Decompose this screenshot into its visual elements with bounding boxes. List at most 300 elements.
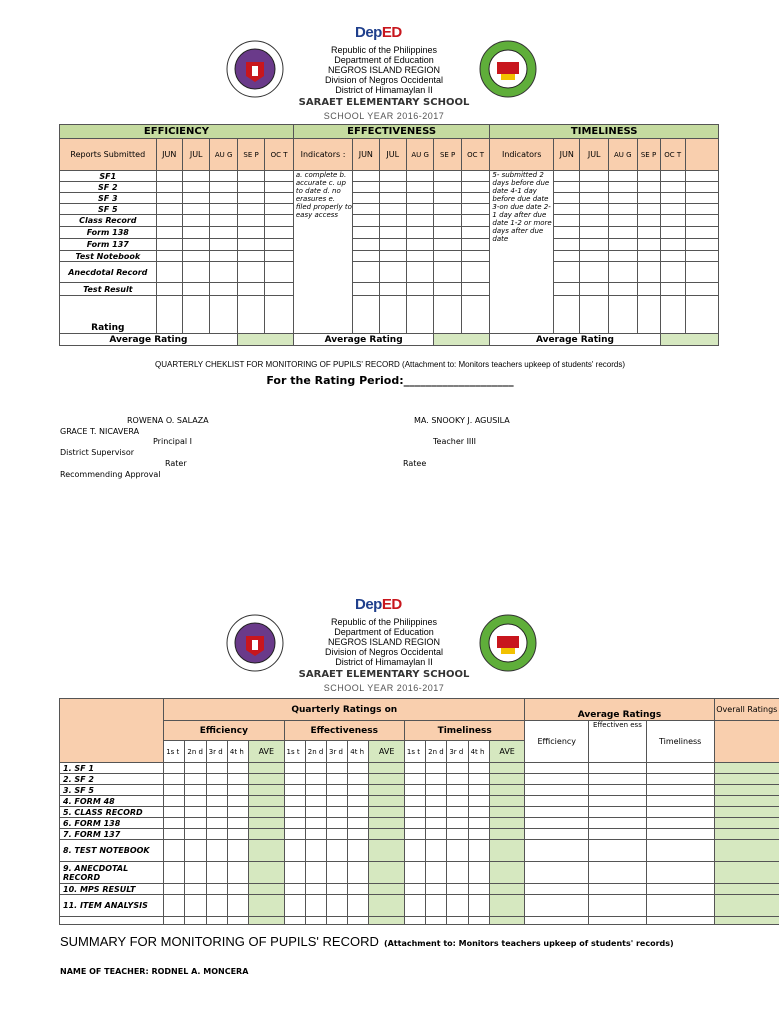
rating-cell[interactable]: [608, 262, 637, 283]
rating-cell[interactable]: [685, 283, 718, 296]
quarter-cell[interactable]: [164, 807, 185, 818]
rating-cell[interactable]: [608, 283, 637, 296]
rating-cell[interactable]: [434, 171, 461, 182]
rating-cell[interactable]: [554, 251, 580, 262]
rating-cell[interactable]: [237, 283, 264, 296]
rating-cell[interactable]: [660, 296, 685, 334]
rating-cell[interactable]: [685, 239, 718, 251]
quarter-cell[interactable]: [164, 884, 185, 895]
rating-cell[interactable]: [685, 215, 718, 227]
rating-cell[interactable]: [434, 251, 461, 262]
quarter-cell[interactable]: [206, 829, 227, 840]
rating-cell[interactable]: [608, 296, 637, 334]
rating-cell[interactable]: [353, 182, 379, 193]
avg-cell[interactable]: [589, 763, 647, 774]
ave-cell[interactable]: [369, 829, 404, 840]
rating-cell[interactable]: [580, 251, 609, 262]
quarter-cell[interactable]: [227, 796, 248, 807]
rating-cell[interactable]: [182, 296, 209, 334]
rating-cell[interactable]: [156, 171, 182, 182]
quarter-cell[interactable]: [327, 862, 348, 884]
rating-cell[interactable]: [379, 296, 406, 334]
quarter-cell[interactable]: [185, 862, 206, 884]
rating-cell[interactable]: [637, 171, 660, 182]
rating-cell[interactable]: [461, 251, 490, 262]
quarter-cell[interactable]: [348, 895, 369, 917]
rating-cell[interactable]: [237, 296, 264, 334]
rating-cell[interactable]: [379, 283, 406, 296]
ave-cell[interactable]: [369, 774, 404, 785]
ave-cell[interactable]: [369, 884, 404, 895]
quarter-cell[interactable]: [327, 796, 348, 807]
rating-cell[interactable]: [406, 182, 433, 193]
rating-cell[interactable]: [461, 193, 490, 204]
rating-cell[interactable]: [182, 215, 209, 227]
avg-cell[interactable]: [589, 796, 647, 807]
quarter-cell[interactable]: [327, 763, 348, 774]
rating-cell[interactable]: [156, 182, 182, 193]
rating-cell[interactable]: [554, 296, 580, 334]
avg-cell[interactable]: [525, 818, 589, 829]
quarter-cell[interactable]: [426, 763, 447, 774]
rating-cell[interactable]: [156, 204, 182, 215]
rating-cell[interactable]: [379, 227, 406, 239]
rating-cell[interactable]: [210, 239, 237, 251]
quarter-cell[interactable]: [404, 829, 425, 840]
rating-cell[interactable]: [637, 283, 660, 296]
overall-cell[interactable]: [714, 829, 779, 840]
avg-cell[interactable]: [646, 829, 714, 840]
rating-cell[interactable]: [406, 262, 433, 283]
avg-cell[interactable]: [646, 895, 714, 917]
quarter-cell[interactable]: [164, 895, 185, 917]
quarter-cell[interactable]: [305, 807, 326, 818]
avg-cell[interactable]: [525, 785, 589, 796]
rating-cell[interactable]: [434, 193, 461, 204]
avg-cell[interactable]: [525, 895, 589, 917]
quarter-cell[interactable]: [185, 785, 206, 796]
rating-cell[interactable]: [461, 171, 490, 182]
quarter-cell[interactable]: [348, 829, 369, 840]
ave-cell[interactable]: [489, 774, 525, 785]
quarter-cell[interactable]: [404, 840, 425, 862]
rating-cell[interactable]: [580, 239, 609, 251]
quarter-cell[interactable]: [305, 774, 326, 785]
quarter-cell[interactable]: [227, 763, 248, 774]
quarter-cell[interactable]: [185, 807, 206, 818]
rating-cell[interactable]: [554, 193, 580, 204]
avg-cell[interactable]: [589, 818, 647, 829]
rating-cell[interactable]: [660, 204, 685, 215]
quarter-cell[interactable]: [305, 796, 326, 807]
quarter-cell[interactable]: [227, 807, 248, 818]
quarter-cell[interactable]: [284, 796, 305, 807]
rating-cell[interactable]: [237, 182, 264, 193]
rating-cell[interactable]: [660, 251, 685, 262]
overall-cell[interactable]: [714, 840, 779, 862]
rating-cell[interactable]: [608, 251, 637, 262]
rating-cell[interactable]: [637, 182, 660, 193]
quarter-cell[interactable]: [185, 895, 206, 917]
rating-cell[interactable]: [379, 182, 406, 193]
quarter-cell[interactable]: [404, 774, 425, 785]
ave-cell[interactable]: [369, 763, 404, 774]
overall-cell[interactable]: [714, 862, 779, 884]
rating-cell[interactable]: [156, 239, 182, 251]
rating-cell[interactable]: [580, 215, 609, 227]
avg-cell[interactable]: [646, 763, 714, 774]
quarter-cell[interactable]: [206, 818, 227, 829]
avg-cell[interactable]: [646, 807, 714, 818]
rating-cell[interactable]: [434, 182, 461, 193]
rating-cell[interactable]: [637, 193, 660, 204]
quarter-cell[interactable]: [468, 840, 489, 862]
avg-cell[interactable]: [589, 840, 647, 862]
rating-cell[interactable]: [580, 283, 609, 296]
rating-cell[interactable]: [353, 215, 379, 227]
rating-cell[interactable]: [554, 182, 580, 193]
quarter-cell[interactable]: [404, 796, 425, 807]
rating-cell[interactable]: [660, 171, 685, 182]
rating-cell[interactable]: [406, 215, 433, 227]
quarter-cell[interactable]: [164, 840, 185, 862]
rating-cell[interactable]: [685, 204, 718, 215]
ave-cell[interactable]: [249, 763, 284, 774]
ave-cell[interactable]: [489, 807, 525, 818]
quarter-cell[interactable]: [348, 818, 369, 829]
quarter-cell[interactable]: [447, 796, 468, 807]
quarter-cell[interactable]: [447, 807, 468, 818]
quarter-cell[interactable]: [185, 774, 206, 785]
rating-cell[interactable]: [685, 251, 718, 262]
rating-cell[interactable]: [210, 171, 237, 182]
quarter-cell[interactable]: [227, 785, 248, 796]
quarter-cell[interactable]: [206, 884, 227, 895]
rating-cell[interactable]: [685, 296, 718, 334]
ave-cell[interactable]: [489, 763, 525, 774]
avg-cell[interactable]: [646, 774, 714, 785]
quarter-cell[interactable]: [305, 785, 326, 796]
avg-cell[interactable]: [525, 829, 589, 840]
rating-cell[interactable]: [265, 215, 294, 227]
rating-cell[interactable]: [660, 239, 685, 251]
rating-cell[interactable]: [637, 262, 660, 283]
quarter-cell[interactable]: [206, 763, 227, 774]
rating-cell[interactable]: [210, 215, 237, 227]
rating-cell[interactable]: [182, 227, 209, 239]
quarter-cell[interactable]: [227, 895, 248, 917]
quarter-cell[interactable]: [185, 796, 206, 807]
quarter-cell[interactable]: [206, 840, 227, 862]
quarter-cell[interactable]: [404, 884, 425, 895]
rating-cell[interactable]: [237, 227, 264, 239]
rating-cell[interactable]: [353, 239, 379, 251]
rating-cell[interactable]: [182, 251, 209, 262]
avg-cell[interactable]: [589, 895, 647, 917]
rating-cell[interactable]: [637, 227, 660, 239]
rating-cell[interactable]: [554, 283, 580, 296]
rating-cell[interactable]: [379, 262, 406, 283]
quarter-cell[interactable]: [164, 774, 185, 785]
quarter-cell[interactable]: [348, 807, 369, 818]
rating-cell[interactable]: [210, 193, 237, 204]
quarter-cell[interactable]: [426, 818, 447, 829]
quarter-cell[interactable]: [404, 818, 425, 829]
rating-cell[interactable]: [580, 204, 609, 215]
rating-cell[interactable]: [461, 283, 490, 296]
rating-cell[interactable]: [580, 182, 609, 193]
rating-cell[interactable]: [156, 251, 182, 262]
ave-cell[interactable]: [249, 796, 284, 807]
rating-cell[interactable]: [265, 182, 294, 193]
quarter-cell[interactable]: [447, 884, 468, 895]
avg-cell[interactable]: [646, 796, 714, 807]
quarter-cell[interactable]: [284, 862, 305, 884]
ave-cell[interactable]: [249, 884, 284, 895]
quarter-cell[interactable]: [164, 862, 185, 884]
rating-cell[interactable]: [660, 227, 685, 239]
rating-cell[interactable]: [237, 193, 264, 204]
ave-cell[interactable]: [249, 807, 284, 818]
overall-cell[interactable]: [714, 884, 779, 895]
ave-cell[interactable]: [249, 895, 284, 917]
rating-cell[interactable]: [685, 227, 718, 239]
rating-cell[interactable]: [237, 171, 264, 182]
quarter-cell[interactable]: [426, 785, 447, 796]
quarter-cell[interactable]: [447, 895, 468, 917]
avg-cell[interactable]: [646, 840, 714, 862]
quarter-cell[interactable]: [305, 829, 326, 840]
rating-cell[interactable]: [461, 227, 490, 239]
ave-cell[interactable]: [369, 840, 404, 862]
quarter-cell[interactable]: [447, 829, 468, 840]
rating-cell[interactable]: [237, 262, 264, 283]
rating-cell[interactable]: [580, 296, 609, 334]
rating-cell[interactable]: [379, 204, 406, 215]
rating-cell[interactable]: [637, 215, 660, 227]
quarter-cell[interactable]: [426, 862, 447, 884]
rating-cell[interactable]: [660, 283, 685, 296]
rating-cell[interactable]: [608, 193, 637, 204]
avg-cell[interactable]: [525, 774, 589, 785]
ave-cell[interactable]: [489, 829, 525, 840]
quarter-cell[interactable]: [206, 785, 227, 796]
avg-cell[interactable]: [589, 785, 647, 796]
rating-cell[interactable]: [685, 182, 718, 193]
quarter-cell[interactable]: [348, 862, 369, 884]
rating-cell[interactable]: [608, 239, 637, 251]
rating-cell[interactable]: [237, 215, 264, 227]
rating-cell[interactable]: [554, 204, 580, 215]
ave-cell[interactable]: [369, 818, 404, 829]
rating-cell[interactable]: [580, 193, 609, 204]
rating-cell[interactable]: [660, 182, 685, 193]
rating-cell[interactable]: [265, 239, 294, 251]
quarter-cell[interactable]: [206, 807, 227, 818]
quarter-cell[interactable]: [348, 774, 369, 785]
rating-cell[interactable]: [461, 204, 490, 215]
rating-cell[interactable]: [406, 251, 433, 262]
rating-cell[interactable]: [353, 283, 379, 296]
rating-cell[interactable]: [182, 204, 209, 215]
rating-cell[interactable]: [554, 239, 580, 251]
quarter-cell[interactable]: [468, 895, 489, 917]
quarter-cell[interactable]: [468, 796, 489, 807]
rating-cell[interactable]: [434, 215, 461, 227]
quarter-cell[interactable]: [327, 818, 348, 829]
rating-cell[interactable]: [353, 193, 379, 204]
rating-cell[interactable]: [554, 215, 580, 227]
quarter-cell[interactable]: [185, 829, 206, 840]
rating-cell[interactable]: [265, 262, 294, 283]
rating-cell[interactable]: [461, 239, 490, 251]
rating-cell[interactable]: [554, 227, 580, 239]
rating-cell[interactable]: [265, 227, 294, 239]
rating-cell[interactable]: [156, 215, 182, 227]
quarter-cell[interactable]: [404, 807, 425, 818]
overall-cell[interactable]: [714, 807, 779, 818]
quarter-cell[interactable]: [426, 840, 447, 862]
quarter-cell[interactable]: [447, 763, 468, 774]
overall-cell[interactable]: [714, 774, 779, 785]
quarter-cell[interactable]: [185, 840, 206, 862]
rating-cell[interactable]: [660, 262, 685, 283]
rating-cell[interactable]: [156, 227, 182, 239]
rating-cell[interactable]: [353, 262, 379, 283]
quarter-cell[interactable]: [284, 884, 305, 895]
rating-cell[interactable]: [461, 215, 490, 227]
quarter-cell[interactable]: [348, 884, 369, 895]
rating-cell[interactable]: [608, 204, 637, 215]
rating-cell[interactable]: [637, 251, 660, 262]
quarter-cell[interactable]: [426, 807, 447, 818]
quarter-cell[interactable]: [468, 862, 489, 884]
rating-cell[interactable]: [637, 296, 660, 334]
quarter-cell[interactable]: [426, 895, 447, 917]
rating-cell[interactable]: [685, 193, 718, 204]
rating-cell[interactable]: [434, 262, 461, 283]
rating-cell[interactable]: [265, 283, 294, 296]
quarter-cell[interactable]: [284, 785, 305, 796]
overall-cell[interactable]: [714, 763, 779, 774]
avg-cell[interactable]: [525, 840, 589, 862]
rating-cell[interactable]: [406, 283, 433, 296]
rating-cell[interactable]: [406, 296, 433, 334]
quarter-cell[interactable]: [468, 785, 489, 796]
ave-cell[interactable]: [489, 818, 525, 829]
quarter-cell[interactable]: [327, 774, 348, 785]
avg-cell[interactable]: [525, 807, 589, 818]
rating-cell[interactable]: [379, 251, 406, 262]
ave-cell[interactable]: [489, 862, 525, 884]
quarter-cell[interactable]: [305, 884, 326, 895]
rating-cell[interactable]: [685, 171, 718, 182]
quarter-cell[interactable]: [305, 818, 326, 829]
rating-cell[interactable]: [637, 239, 660, 251]
rating-cell[interactable]: [156, 283, 182, 296]
rating-cell[interactable]: [406, 193, 433, 204]
quarter-cell[interactable]: [404, 895, 425, 917]
avg-cell[interactable]: [525, 884, 589, 895]
rating-cell[interactable]: [461, 182, 490, 193]
rating-cell[interactable]: [685, 262, 718, 283]
quarter-cell[interactable]: [468, 829, 489, 840]
rating-cell[interactable]: [353, 171, 379, 182]
quarter-cell[interactable]: [327, 895, 348, 917]
avg-cell[interactable]: [525, 862, 589, 884]
quarter-cell[interactable]: [185, 884, 206, 895]
rating-cell[interactable]: [182, 171, 209, 182]
quarter-cell[interactable]: [426, 884, 447, 895]
quarter-cell[interactable]: [468, 818, 489, 829]
quarter-cell[interactable]: [305, 895, 326, 917]
rating-cell[interactable]: [434, 227, 461, 239]
quarter-cell[interactable]: [404, 763, 425, 774]
rating-cell[interactable]: [580, 227, 609, 239]
quarter-cell[interactable]: [348, 785, 369, 796]
ave-cell[interactable]: [249, 840, 284, 862]
ave-cell[interactable]: [369, 895, 404, 917]
ave-cell[interactable]: [489, 884, 525, 895]
rating-cell[interactable]: [210, 262, 237, 283]
rating-cell[interactable]: [660, 215, 685, 227]
rating-cell[interactable]: [434, 204, 461, 215]
rating-cell[interactable]: [353, 204, 379, 215]
rating-cell[interactable]: [434, 296, 461, 334]
avg-cell[interactable]: [589, 862, 647, 884]
rating-cell[interactable]: [379, 171, 406, 182]
quarter-cell[interactable]: [227, 818, 248, 829]
rating-cell[interactable]: [210, 296, 237, 334]
quarter-cell[interactable]: [164, 785, 185, 796]
rating-cell[interactable]: [379, 215, 406, 227]
quarter-cell[interactable]: [327, 884, 348, 895]
quarter-cell[interactable]: [284, 807, 305, 818]
quarter-cell[interactable]: [227, 884, 248, 895]
quarter-cell[interactable]: [284, 895, 305, 917]
quarter-cell[interactable]: [185, 818, 206, 829]
avg-cell[interactable]: [589, 829, 647, 840]
quarter-cell[interactable]: [426, 774, 447, 785]
rating-cell[interactable]: [265, 204, 294, 215]
rating-cell[interactable]: [608, 182, 637, 193]
rating-cell[interactable]: [237, 204, 264, 215]
rating-cell[interactable]: [210, 283, 237, 296]
rating-cell[interactable]: [353, 296, 379, 334]
quarter-cell[interactable]: [284, 774, 305, 785]
rating-cell[interactable]: [265, 296, 294, 334]
rating-cell[interactable]: [379, 193, 406, 204]
quarter-cell[interactable]: [284, 818, 305, 829]
ave-cell[interactable]: [249, 818, 284, 829]
quarter-cell[interactable]: [426, 829, 447, 840]
avg-cell[interactable]: [589, 884, 647, 895]
ave-cell[interactable]: [489, 895, 525, 917]
quarter-cell[interactable]: [468, 807, 489, 818]
rating-cell[interactable]: [580, 171, 609, 182]
rating-cell[interactable]: [580, 262, 609, 283]
rating-cell[interactable]: [461, 262, 490, 283]
quarter-cell[interactable]: [404, 862, 425, 884]
quarter-cell[interactable]: [447, 774, 468, 785]
avg-cell[interactable]: [589, 807, 647, 818]
rating-cell[interactable]: [210, 227, 237, 239]
quarter-cell[interactable]: [468, 763, 489, 774]
avg-cell[interactable]: [525, 763, 589, 774]
quarter-cell[interactable]: [447, 818, 468, 829]
quarter-cell[interactable]: [348, 763, 369, 774]
rating-cell[interactable]: [156, 193, 182, 204]
